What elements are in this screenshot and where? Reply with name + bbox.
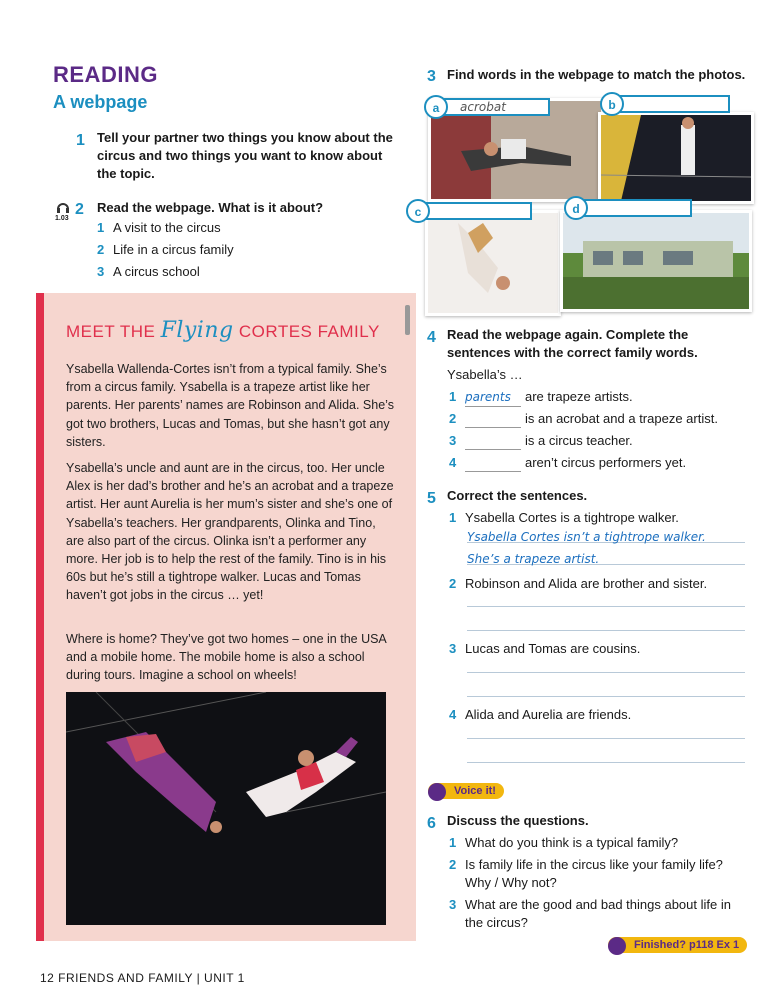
ex4-number: 4 bbox=[427, 329, 436, 346]
answer-line[interactable] bbox=[467, 726, 745, 739]
label-c: c bbox=[406, 199, 430, 223]
ex2-question: Read the webpage. What is it about? bbox=[97, 200, 324, 215]
ex4-item[interactable]: 2 is an acrobat and a trapeze artist. bbox=[449, 411, 718, 426]
answer-line[interactable]: Ysabella Cortes isn’t a tightrope walker. bbox=[467, 528, 745, 543]
headphones-icon[interactable] bbox=[56, 200, 70, 214]
ex6-item: 3 What are the good and bad things about life in the circus? bbox=[449, 897, 731, 930]
ex5-item: 4 Alida and Aurelia are friends. bbox=[449, 707, 632, 722]
page-title: READING bbox=[53, 62, 158, 87]
ex2-option[interactable]: 3 A circus school bbox=[97, 264, 200, 279]
ex1-text: Tell your partner two things you know about the circus and two things you want to know about the topic. bbox=[97, 130, 393, 181]
article-paragraph: Ysabella’s uncle and aunt are in the circus, too. Her uncle Alex is her dad’s brother and he’s an acrobat and a trapeze artist. Her aunt Aurelia is her mum’s sister and she’s one of Ysabella’s teachers. Her grandparents, Olinka and Tino, are also part of the circus. Olinka isn’t a performer any more. Her job is to help the rest of the family. Tino is in his 60s but he’s still a tightrope walker. Lucas and Tomas haven’t got jobs in the circus … yet! bbox=[66, 461, 394, 603]
label-b: b bbox=[600, 92, 624, 116]
label-d-box[interactable] bbox=[576, 199, 692, 217]
audio-track: 1.03 bbox=[55, 215, 69, 222]
ex1-number: 1 bbox=[76, 132, 85, 149]
article-paragraph: Where is home? They’ve got two homes – one in the USA and a mobile home. The mobile home is also a school during tours. Imagine a school on wheels! bbox=[66, 632, 387, 683]
ticket-icon bbox=[608, 937, 626, 955]
tightrope-photo bbox=[598, 112, 754, 204]
finished-badge[interactable]: Finished? p118 Ex 1 bbox=[608, 937, 747, 953]
scrollbar[interactable] bbox=[405, 305, 410, 335]
ex6-item: 1 What do you think is a typical family? bbox=[449, 835, 679, 850]
ex6-number: 6 bbox=[427, 815, 436, 832]
answer-line[interactable] bbox=[467, 660, 745, 673]
ex4-item[interactable]: 4 aren’t circus performers yet. bbox=[449, 455, 687, 470]
trapeze-photo bbox=[66, 692, 386, 925]
label-b-box[interactable] bbox=[612, 95, 730, 113]
ex2-option[interactable]: 2 Life in a circus family bbox=[97, 242, 234, 257]
answer-line[interactable] bbox=[467, 750, 745, 763]
label-a: a bbox=[424, 95, 448, 119]
page-subtitle: A webpage bbox=[53, 92, 148, 112]
ex6-item: 2 Is family life in the circus like your family life? Why / Why not? bbox=[449, 857, 723, 890]
mobile-home-photo bbox=[560, 210, 752, 312]
ex3-number: 3 bbox=[427, 68, 436, 85]
label-c-box[interactable] bbox=[418, 202, 532, 220]
ex5-number: 5 bbox=[427, 490, 436, 507]
answer-line[interactable] bbox=[467, 684, 745, 697]
ex5-item: 1 Ysabella Cortes is a tightrope walker. bbox=[449, 510, 679, 525]
ex5-text: Correct the sentences. bbox=[447, 488, 588, 503]
page-footer: 12 FRIENDS AND FAMILY | UNIT 1 bbox=[40, 971, 245, 985]
article-paragraph: Ysabella Wallenda-Cortes isn’t from a typical family. She’s from a circus family. Ysabella is a trapeze artist like her parents. Her parents’ names are Robinson and Alida. She’s got two brothers, Lucas and Tomas, but she hasn’t got any sisters. bbox=[66, 362, 394, 449]
answer-line[interactable] bbox=[467, 594, 745, 607]
label-d: d bbox=[564, 196, 588, 220]
ex2-number: 2 bbox=[75, 201, 84, 218]
ex2-option[interactable]: 1 A visit to the circus bbox=[97, 220, 221, 235]
speech-icon bbox=[428, 783, 446, 801]
trapeze-artist-photo bbox=[425, 210, 561, 316]
ex4-item[interactable]: 3 is a circus teacher. bbox=[449, 433, 633, 448]
ex3-text: Find words in the webpage to match the photos. bbox=[447, 67, 746, 82]
answer-line[interactable] bbox=[467, 618, 745, 631]
voice-it-badge: Voice it! bbox=[428, 783, 504, 799]
answer-line[interactable]: She’s a trapeze artist. bbox=[467, 550, 745, 565]
ex5-item: 2 Robinson and Alida are brother and sister. bbox=[449, 576, 708, 591]
ex4-stem: Ysabella’s … bbox=[447, 367, 523, 382]
ex4-text: Read the webpage again. Complete the sentences with the correct family words. bbox=[447, 327, 698, 360]
article-title: MEET THE Flying CORTES FAMILY bbox=[66, 318, 380, 343]
ex6-text: Discuss the questions. bbox=[447, 813, 589, 828]
ex4-item[interactable]: 1 parents are trapeze artists. bbox=[449, 388, 633, 407]
ex5-item: 3 Lucas and Tomas are cousins. bbox=[449, 641, 641, 656]
label-a-box[interactable]: acrobat bbox=[438, 98, 550, 116]
